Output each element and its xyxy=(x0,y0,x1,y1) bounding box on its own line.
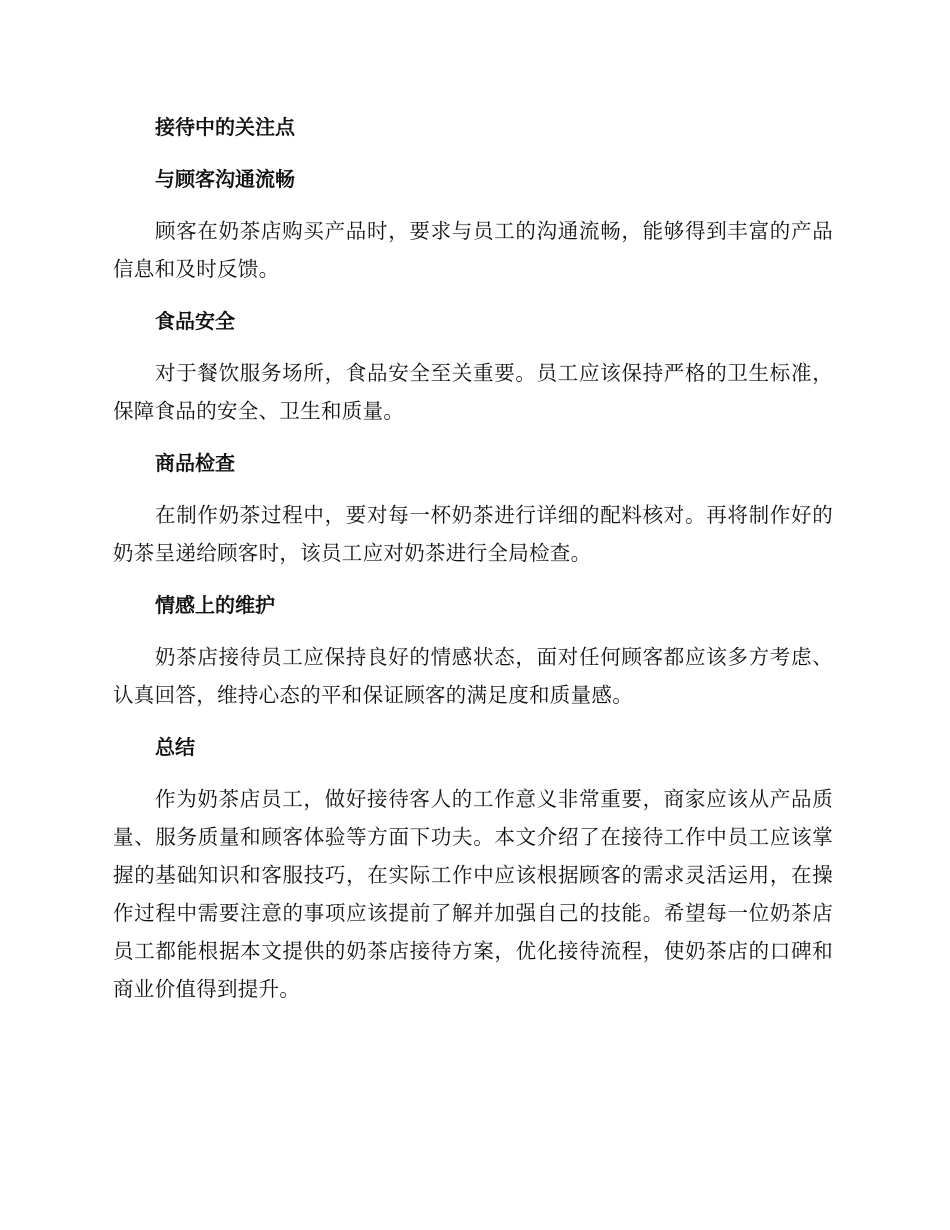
heading-emotional-care: 情感上的维护 xyxy=(155,593,275,617)
paragraph-communication: 顾客在奶茶店购买产品时，要求与员工的沟通流畅，能够得到丰富的产品信息和及时反馈。 xyxy=(113,219,833,281)
heading-food-safety: 食品安全 xyxy=(155,309,235,333)
heading-summary: 总结 xyxy=(155,735,195,759)
paragraph-summary: 作为奶茶店员工，做好接待客人的工作意义非常重要，商家应该从产品质量、服务质量和顾客体验等方面下功夫。本文介绍了在接待工作中员工应该掌握的基础知识和客服技巧，在实际工作中应该根据顾客的需求灵活运用，在操作过程中需要注意的事项应该提前了解并加强自己的技能。希望每一位奶茶店员工都能根据本文提供的奶茶店接待方案，优化接待流程，使奶茶店的口碑和商业价值得到提升。 xyxy=(113,787,833,1001)
document-page xyxy=(113,108,833,1022)
section-title: 接待中的关注点 xyxy=(155,115,295,139)
heading-communication: 与顾客沟通流畅 xyxy=(155,167,295,191)
paragraph-product-inspection: 在制作奶茶过程中，要对每一杯奶茶进行详细的配料核对。再将制作好的奶茶呈递给顾客时，该员工应对奶茶进行全局检查。 xyxy=(113,503,833,565)
paragraph-food-safety: 对于餐饮服务场所，食品安全至关重要。员工应该保持严格的卫生标准，保障食品的安全、卫生和质量。 xyxy=(113,361,833,423)
heading-product-inspection: 商品检查 xyxy=(155,451,235,475)
paragraph-emotional-care: 奶茶店接待员工应保持良好的情感状态，面对任何顾客都应该多方考虑、认真回答，维持心态的平和保证顾客的满足度和质量感。 xyxy=(113,645,833,707)
